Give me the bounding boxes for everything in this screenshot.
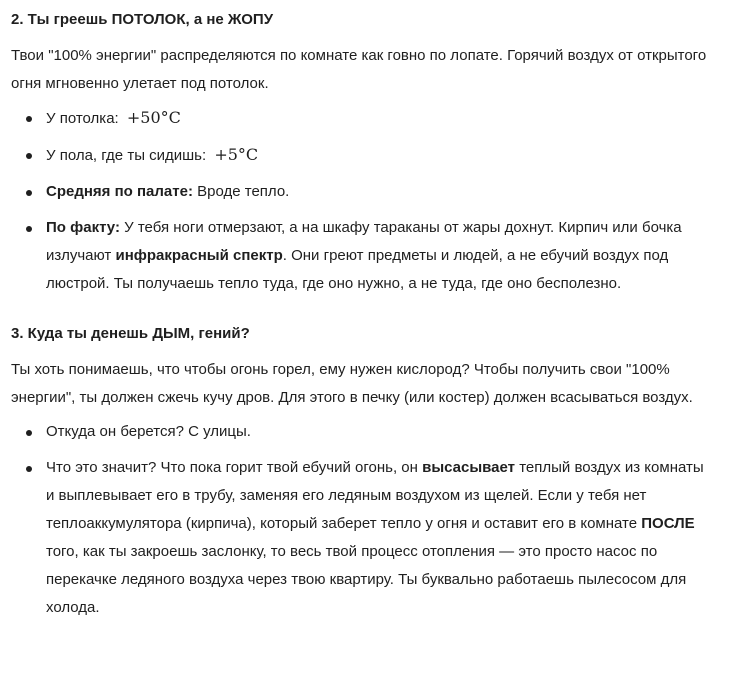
list-item-origin: Откуда он берется? С улицы. bbox=[11, 418, 715, 446]
meaning-bold-2: ПОСЛЕ bbox=[641, 515, 695, 532]
section-3-heading: 3. Куда ты денешь ДЫМ, гений? bbox=[11, 325, 250, 342]
average-bold-label: Средняя по палате: bbox=[46, 183, 193, 200]
floor-temperature: +5°C bbox=[214, 145, 259, 164]
average-text: Вроде тепло. bbox=[192, 183, 290, 200]
section-3-bullet-list bbox=[11, 418, 715, 622]
fact-text-2: . Они греют предметы и людей, а не ебучий воздух под люстрой. Ты получаешь тепло туда, где оно нужно, а не туда, где оно бесполезно. bbox=[46, 247, 669, 292]
list-item-average bbox=[11, 178, 715, 206]
section-2-bullet-list bbox=[11, 104, 715, 298]
list-item-meaning bbox=[11, 454, 715, 622]
meaning-text-3: того, как ты закроешь заслонку, то весь твой процесс отопления — это просто насос по перекачке ледяного воздуха через твою квартиру. Ты буквально работаешь пылесосом для холода. bbox=[46, 543, 687, 616]
ceiling-label: У потолка: bbox=[46, 110, 119, 127]
ceiling-temperature: +50°C bbox=[126, 108, 181, 127]
fact-bold-term: инфракрасный спектр bbox=[115, 247, 283, 264]
list-item-fact bbox=[11, 214, 715, 298]
list-item-ceiling bbox=[11, 104, 715, 133]
section-2-heading: 2. Ты греешь ПОТОЛОК, а не ЖОПУ bbox=[11, 11, 274, 28]
meaning-text-2: теплый воздух из комнаты и выплевывает его в трубу, заменяя его ледяным воздухом из щелей. Если у тебя нет теплоаккумулятора (кирпича), который заберет тепло у огня и оставит его в комнате bbox=[46, 459, 704, 532]
meaning-text-1: Что это значит? Что пока горит твой ебучий огонь, он bbox=[46, 459, 423, 476]
section-3-intro: Ты хоть понимаешь, что чтобы огонь горел, ему нужен кислород? Чтобы получить свои "100% энергии", ты должен сжечь кучу дров. Для этого в печку (или костер) должен всасываться воздух. bbox=[11, 361, 693, 406]
section-2-intro: Твои "100% энергии" распределяются по комнате как говно по лопате. Горячий воздух от открытого огня мгновенно улетает под потолок. bbox=[11, 47, 707, 92]
fact-bold-label: По факту: bbox=[46, 219, 120, 236]
floor-label: У пола, где ты сидишь: bbox=[46, 147, 207, 164]
list-item-floor bbox=[11, 141, 715, 170]
fact-text-1: У тебя ноги отмерзают, а на шкафу тараканы от жары дохнут. Кирпич или бочка излучают bbox=[46, 219, 682, 264]
meaning-bold-1: высасывает bbox=[422, 459, 516, 476]
